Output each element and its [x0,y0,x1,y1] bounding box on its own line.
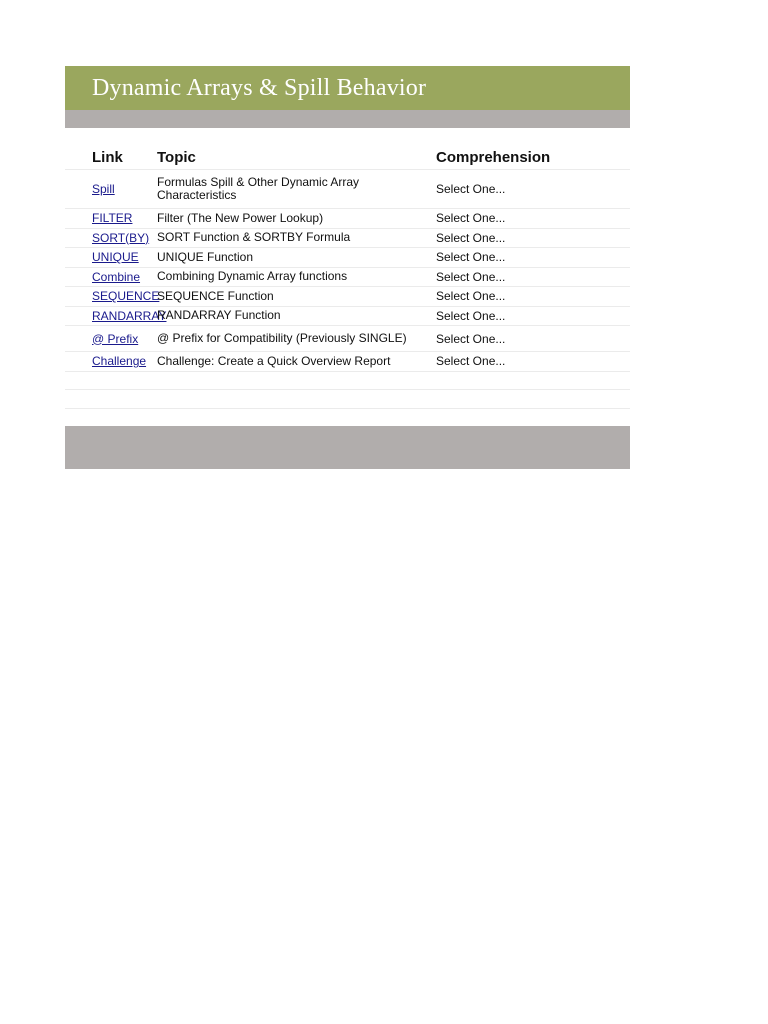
comprehension-select[interactable]: Select One... [436,269,506,284]
top-divider-band [65,110,630,128]
header-link: Link [92,149,123,166]
topic-cell: SEQUENCE Function [157,288,274,303]
topic-cell: Formulas Spill & Other Dynamic Array Characteristics [157,175,360,202]
topic-cell: RANDARRAY Function [157,308,281,323]
bottom-band [65,426,630,469]
page-title: Dynamic Arrays & Spill Behavior [92,74,427,101]
header-topic: Topic [157,149,196,166]
topic-cell: Combining Dynamic Array functions [157,269,348,284]
comprehension-select[interactable]: Select One... [436,230,506,245]
table-row [65,229,630,249]
title-bar [65,66,630,110]
topic-cell: @ Prefix for Compatibility (Previously SINGLE) [157,331,407,345]
table-row [65,326,630,352]
link-at-prefix[interactable]: @ Prefix [92,331,139,346]
table-header-row [65,148,630,170]
table-row [65,307,630,327]
link-sortby[interactable]: SORT(BY) [92,230,150,245]
table-row [65,268,630,288]
comprehension-select[interactable]: Select One... [436,331,506,346]
empty-row [65,390,630,409]
topic-cell: UNIQUE Function [157,249,254,264]
table-row [65,248,630,268]
link-spill[interactable]: Spill [92,182,115,196]
worksheet [65,66,630,469]
empty-row [65,372,630,391]
comprehension-select[interactable]: Select One... [436,250,506,265]
comprehension-select[interactable]: Select One... [436,354,506,369]
link-filter[interactable]: FILTER [92,211,133,226]
topics-table [65,148,630,409]
table-row [65,287,630,307]
topic-cell: SORT Function & SORTBY Formula [157,230,351,245]
table-row [65,352,630,372]
link-combine[interactable]: Combine [92,269,141,284]
comprehension-select[interactable]: Select One... [436,211,506,226]
link-unique[interactable]: UNIQUE [92,250,139,265]
link-challenge[interactable]: Challenge [92,354,147,369]
header-comprehension: Comprehension [436,149,551,166]
link-sequence[interactable]: SEQUENCE [92,289,160,304]
table-row [65,170,630,209]
comprehension-select[interactable]: Select One... [436,182,506,196]
topic-cell: Filter (The New Power Lookup) [157,210,324,225]
comprehension-select[interactable]: Select One... [436,308,506,323]
comprehension-select[interactable]: Select One... [436,289,506,304]
table-row [65,209,630,229]
link-randarray[interactable]: RANDARRAY [92,308,167,323]
topic-cell: Challenge: Create a Quick Overview Report [157,353,391,368]
